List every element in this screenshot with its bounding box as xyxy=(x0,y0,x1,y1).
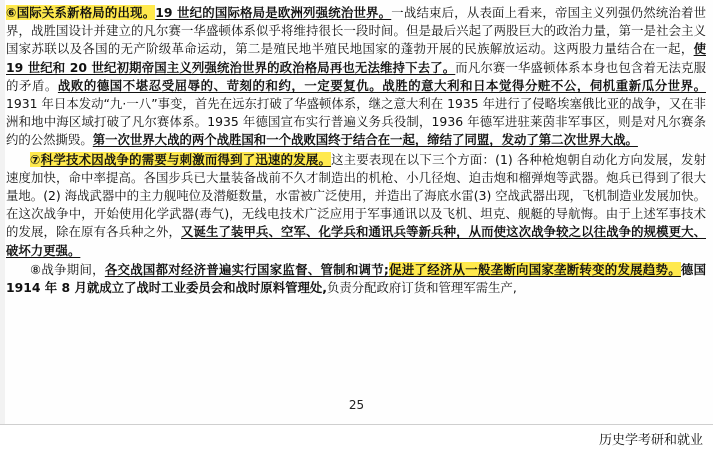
para6-underline-2: 使 19 世纪和 20 世纪初期帝国主义列强统治世界的政治格局再也无法维持下去了。 xyxy=(6,41,706,75)
para6-text-2: 而凡尔赛一华盛顿体系本身也包含着无法克服的矛盾。 xyxy=(6,59,706,93)
list-marker-6: ⑥ xyxy=(6,5,17,20)
paragraph-7 xyxy=(6,151,706,260)
para6-text-3: 1931 年日本发动“九·一八”事变，首先在远东打破了华盛顿体系，继之意大利在 1935 年进行了侵略埃塞俄比亚的战争，又在非洲和地中海区域打破了凡尔赛体系。1935 年德国宣布实行普遍义务兵役制，1936 年德军进驻莱茵非军事区，则是对凡尔赛条约的公然撕毁。 xyxy=(6,96,706,148)
para8-underline-1: 各交战国都对经济普遍实行国家监督、管制和调节; xyxy=(104,261,389,277)
para6-underline-3: 战败的德国不堪忍受屈辱的、苛刻的和约，一定要复仇。战胜的意大利和日本觉得分赃不公，伺机重新瓜分世界。 xyxy=(57,77,706,93)
para7-text-1: 这主要表现在以下三个方面：(1) 各种枪炮朝自动化方向发展，发射速度加快，命中率提高。各国步兵已大量装备战前不久才制造出的机枪、小几径炮、迫击炮和榴弹炮等武器。炮兵已得到了很大量地。(2) 海战武器中的主力舰吨位及潜艇数量，水雷被广泛使用，并造出了海底水雷(3) 空战武器出现，飞机制造业发展加快。在这次战争中，开始使用化学武器(毒气)，无线电技术广泛应用于军事通讯以及飞机、坦克、舰艇的导航悔。由于上述军事技术的发展，除在原有各兵种之外， xyxy=(6,151,706,240)
para8-text-3: 负责分配政府订货和管理军需生产, xyxy=(326,280,517,296)
para8-text-2: 德国 1914 年 8 月就成立了战时工业委员会和战时原料管理处, xyxy=(6,261,706,296)
para8-highlight-1: 促进了经济从一般垄断向国家垄断转变的发展趋势。 xyxy=(388,261,681,277)
para6-text-1: 一战结束后，从表面上看来，帝国主义列强仍然统治着世界，战胜国设计并建立的凡尔赛一华盛顿体系似乎将维持很长一段时间。但是最后兴起了两股巨大的政治力量，第一是社会主义国家苏联以及各国的无产阶级革命运动，第二是殖民地半殖民地国家的蓬勃开展的民族解放运动。这两股力量结合在一起， xyxy=(6,5,706,57)
para6-heading: 国际关系新格局的出现。 xyxy=(16,5,156,20)
paragraph-8 xyxy=(6,261,706,297)
para6-underline-1: 19 世纪的国际格局是欧洲列强统治世界。 xyxy=(155,5,392,20)
para6-underline-4: 第一次世界大战的两个战胜国和一个战败国终于结合在一起，缔结了同盟，发动了第二次世界大战。 xyxy=(92,132,638,148)
page-left-margin xyxy=(0,0,5,451)
footer-watermark: 历史学考研和就业 xyxy=(598,433,703,448)
document-body xyxy=(6,4,706,394)
list-marker-7: ⑦ xyxy=(30,151,41,167)
para8-text-1: ⑧战争期间， xyxy=(30,261,105,277)
para7-underline-1: 又诞生了装甲兵、空军、化学兵和通讯兵等新兵种，从而使这次战争较之以往战争的规模更大、破坏力更强。 xyxy=(6,224,706,258)
paragraph-6 xyxy=(6,4,706,150)
page-number: 25 xyxy=(348,398,365,412)
para7-heading: 科学技术因战争的需要与刺激而得到了迅速的发展。 xyxy=(40,151,332,167)
